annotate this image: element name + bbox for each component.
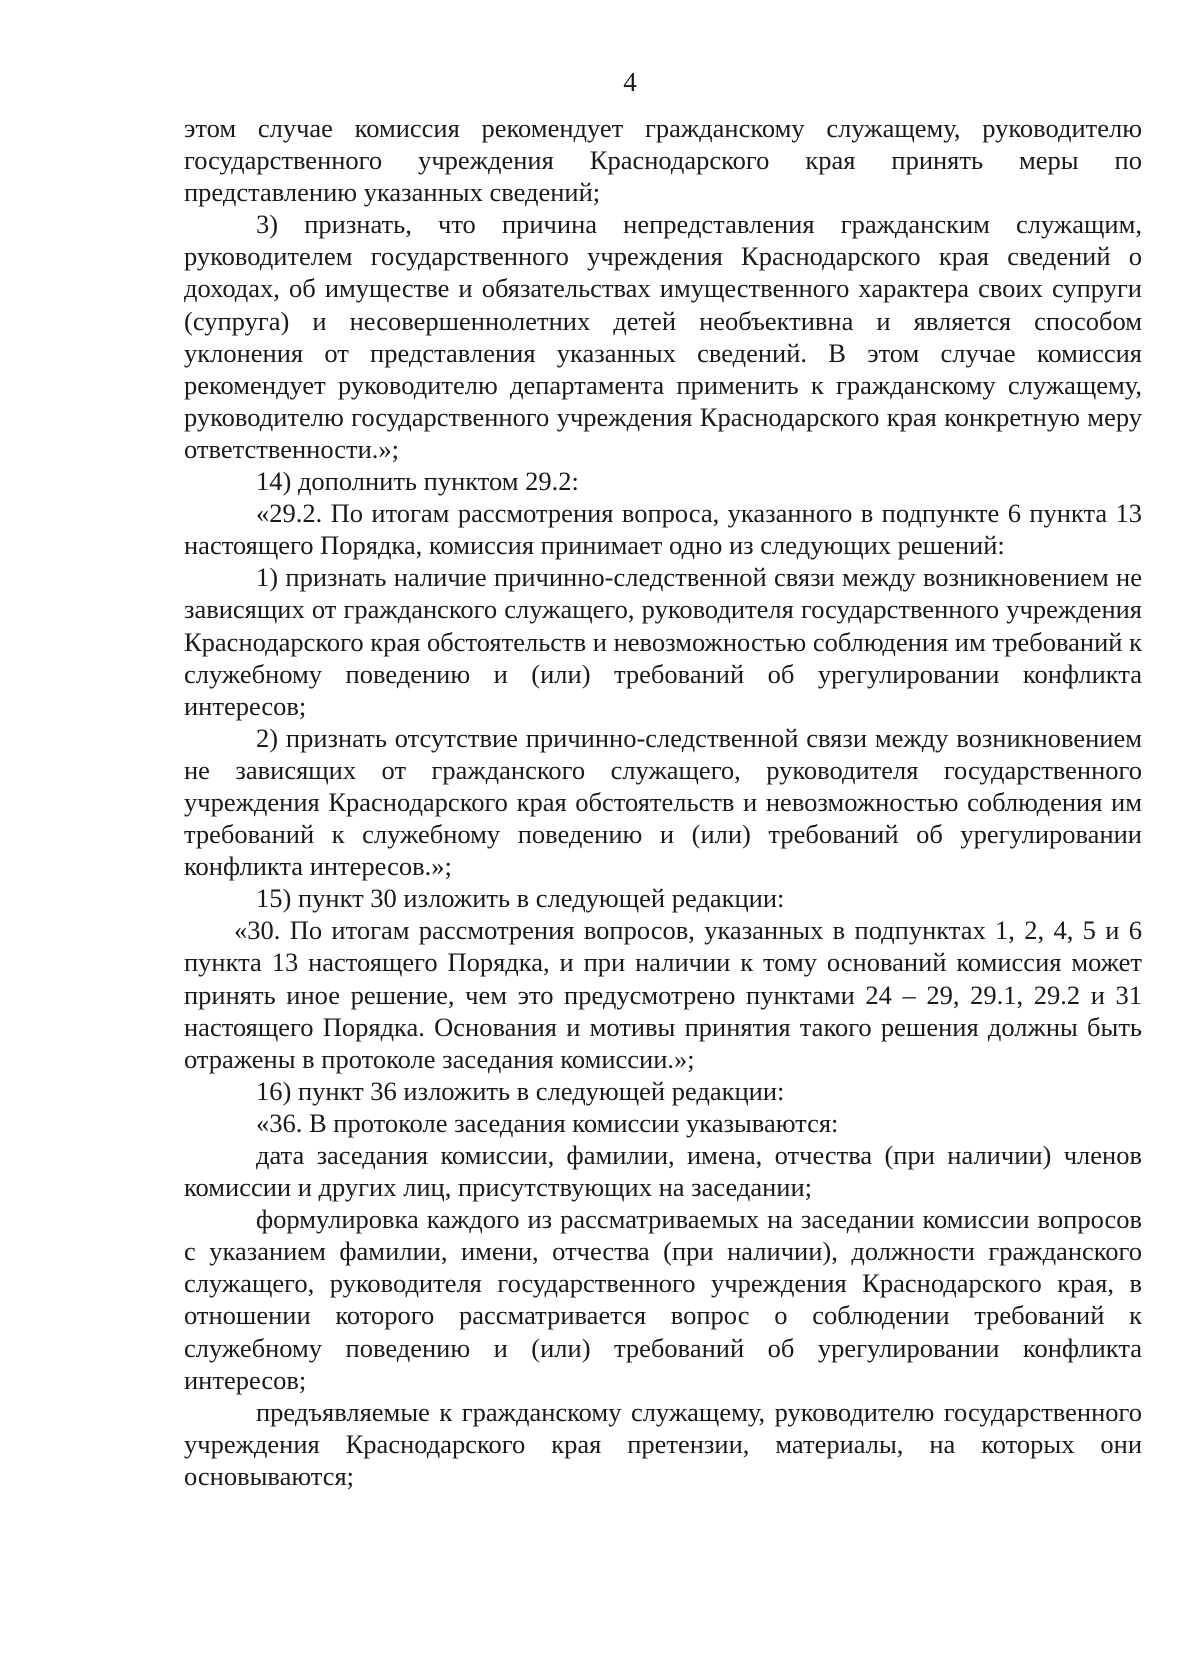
document-body [184,112,1142,1492]
paragraph: этом случае комиссия рекомендует гражданскому служащему, руководителю государственного учреждения Краснодарского края принять меры по представлению указанных сведений; [184,113,1142,208]
paragraph: 14) дополнить пунктом 29.2: [256,466,579,497]
page-number: 4 [623,67,637,97]
paragraph: 3) признать, что причина непредставления гражданским служащим, руководителем государственного учреждения Краснодарского края сведений о доходах, об имуществе и обязательствах имущественного характера своих супруги (супруга) и несовершеннолетних детей необъективна и является способом уклонения от представления указанных сведений. В этом случае комиссия рекомендует руководителю департамента применить к гражданскому служащему, руководителю государственного учреждения Краснодарского края конкретную меру ответственности.»; [184,209,1142,464]
paragraph: 1) признать наличие причинно-следственной связи между возникновением не зависящих от гражданского служащего, руководителя государственного учреждения Краснодарского края обстоятельств и невозможностью соблюдения им требований к служебному поведению и (или) требований об урегулировании конфликта интересов; [184,562,1142,721]
paragraph: «36. В протоколе заседания комиссии указываются: [256,1107,839,1138]
paragraph: 2) признать отсутствие причинно-следственной связи между возникновением не зависящих от гражданского служащего, руководителя государственного учреждения Краснодарского края обстоятельств и невозможностью соблюдения им требований к служебному поведению и (или) требований об урегулировании конфликта интересов.»; [184,722,1142,882]
paragraph: «29.2. По итогам рассмотрения вопроса, указанного в подпункте 6 пункта 13 настоящего Порядка, комиссия принимает одно из следующих решений: [184,498,1142,561]
paragraph: «30. По итогам рассмотрения вопросов, указанных в подпунктах 1, 2, 4, 5 и 6 пункта 13 настоящего Порядка, и при наличии к тому оснований комиссия может принять иное решение, чем это предусмотрено пунктами 24 – 29, 29.1, 29.2 и 31 настоящего Порядка. Основания и мотивы принятия такого решения должны быть отражены в протоколе заседания комиссии.»; [184,915,1142,1074]
paragraph: предъявляемые к гражданскому служащему, руководителю государственного учреждения Краснодарского края претензии, материалы, на которых они основываются; [184,1396,1142,1491]
paragraph: формулировка каждого из рассматриваемых на заседании комиссии вопросов с указанием фамилии, имени, отчества (при наличии), должности гражданского служащего, руководителя государственного учреждения Краснодарского края, в отношении которого рассматривается вопрос о соблюдении требований к служебному поведению и (или) требований об урегулировании конфликта интересов; [184,1204,1142,1395]
paragraph: 16) пункт 36 изложить в следующей редакции: [256,1075,785,1106]
paragraph: дата заседания комиссии, фамилии, имена, отчества (при наличии) членов комиссии и других лиц, присутствующих на заседании; [184,1140,1142,1203]
paragraph: 15) пункт 30 изложить в следующей редакции: [256,883,785,914]
